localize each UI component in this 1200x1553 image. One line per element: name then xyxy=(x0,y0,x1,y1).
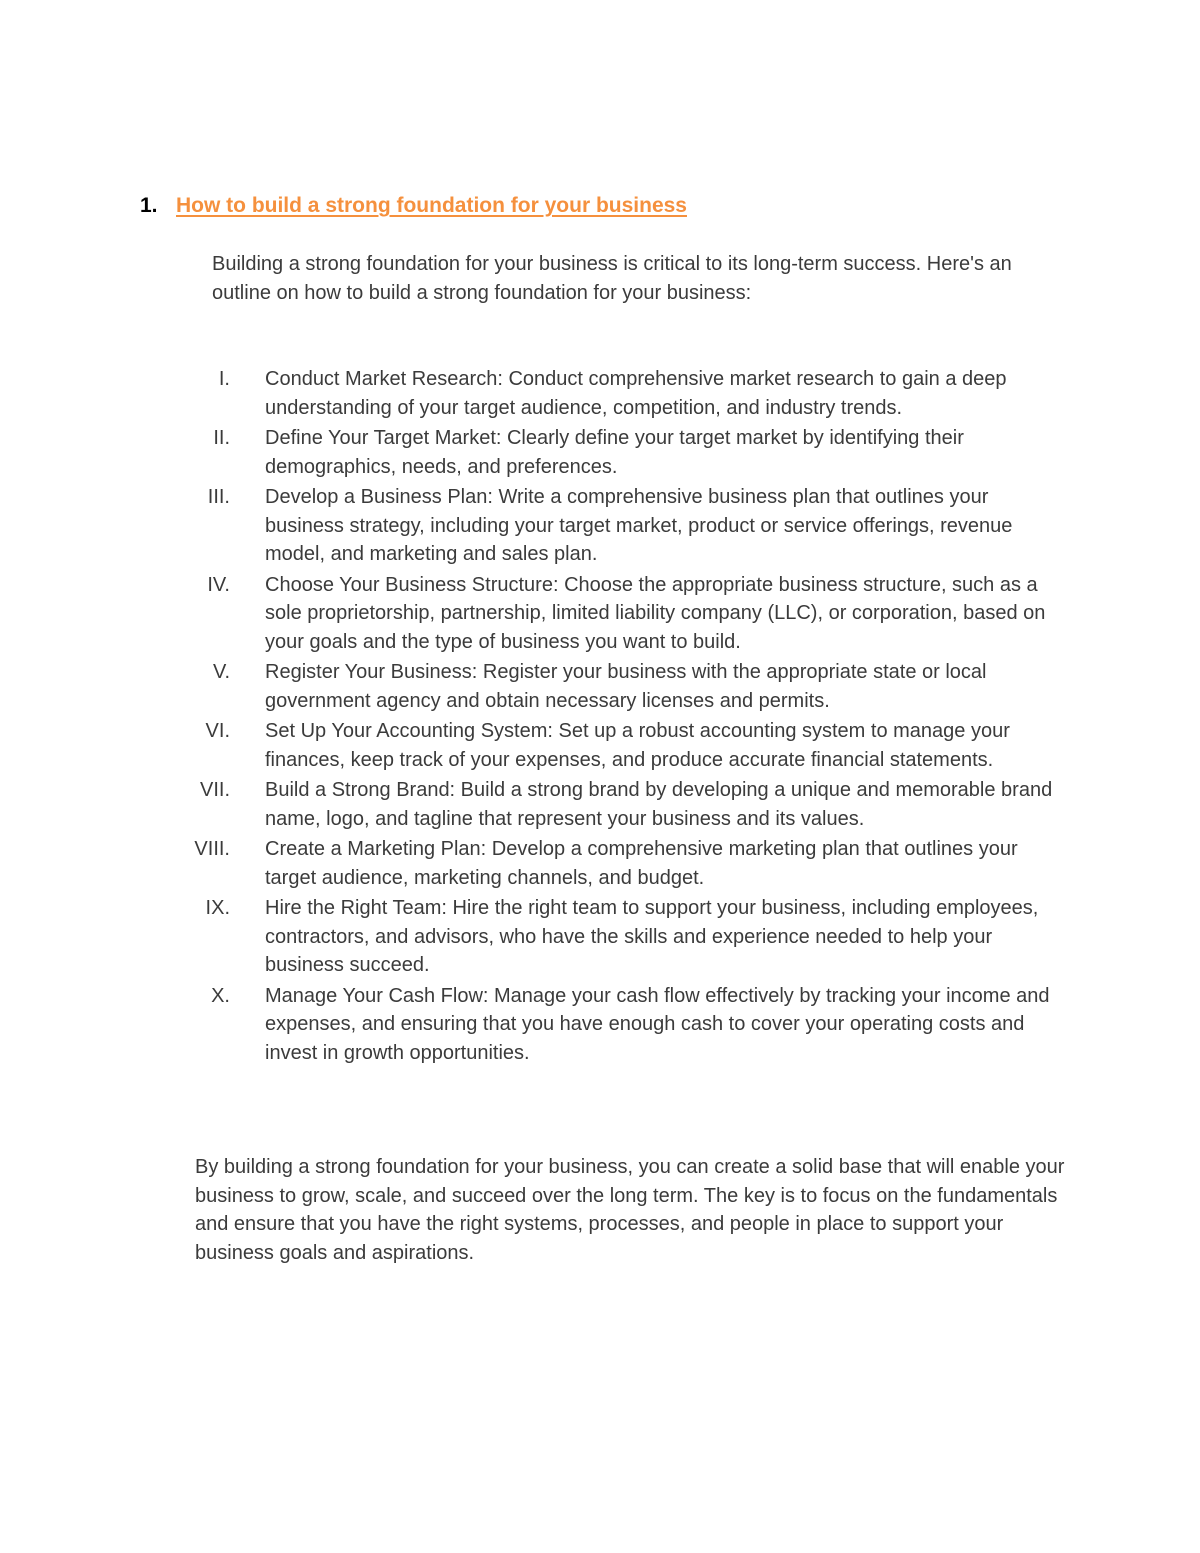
list-item-text: Choose Your Business Structure: Choose the appropriate business structure, such as a sole proprietorship, partnership, limited liability company (LLC), or corporation, based on your goals and the type of business you want to build. xyxy=(265,573,1046,653)
list-item-text: Create a Marketing Plan: Develop a comprehensive marketing plan that outlines your target audience, marketing channels, and budget. xyxy=(265,838,1018,889)
list-item xyxy=(160,658,1070,715)
list-item xyxy=(160,776,1070,833)
list-item xyxy=(160,894,1070,980)
heading-link[interactable]: How to build a strong foundation for your business xyxy=(176,194,687,217)
list-item-text: Define Your Target Market: Clearly define your target market by identifying their demographics, needs, and preferences. xyxy=(265,427,964,478)
list-numeral: X. xyxy=(211,984,230,1007)
list-item xyxy=(160,571,1070,657)
list-item xyxy=(160,424,1070,481)
list-item xyxy=(160,365,1070,422)
list-item-text: Conduct Market Research: Conduct comprehensive market research to gain a deep understanding of your target audience, competition, and industry trends. xyxy=(265,368,1007,419)
list-numeral: IX. xyxy=(205,897,230,919)
list-numeral: VII. xyxy=(199,779,230,801)
list-item-text: Develop a Business Plan: Write a comprehensive business plan that outlines your business strategy, including your target market, product or service offerings, revenue model, and marketing and sales plan. xyxy=(265,486,1013,565)
steps-list xyxy=(160,365,1070,1069)
list-numeral: I. xyxy=(218,368,230,390)
heading-number: 1. xyxy=(140,194,158,217)
conclusion-paragraph: By building a strong foundation for your business, you can create a solid base that will enable your business to grow, scale, and succeed over the long term. The key is to focus on the fundamentals and ensure that you have the right systems, processes, and people in place to support your business goals and aspirations. xyxy=(195,1156,1065,1264)
list-item-text: Register Your Business: Register your business with the appropriate state or local government agency and obtain necessary licenses and permits. xyxy=(265,661,987,712)
list-numeral: VI. xyxy=(205,720,230,742)
list-item-text: Build a Strong Brand: Build a strong brand by developing a unique and memorable brand name, logo, and tagline that represent your business and its values. xyxy=(265,779,1053,830)
list-item-text: Hire the Right Team: Hire the right team to support your business, including employees, contractors, and advisors, who have the skills and experience needed to help your business succeed. xyxy=(265,897,1039,976)
list-numeral: VIII. xyxy=(194,838,230,860)
section-heading xyxy=(140,192,687,220)
list-item-text: Set Up Your Accounting System: Set up a robust accounting system to manage your finances, keep track of your expenses, and produce accurate financial statements. xyxy=(265,720,1010,771)
list-item-text: Manage Your Cash Flow: Manage your cash flow effectively by tracking your income and expenses, and ensuring that you have enough cash to cover your operating costs and invest in growth opportunities. xyxy=(265,984,1050,1064)
list-item xyxy=(160,717,1070,774)
list-numeral: IV. xyxy=(207,573,230,596)
list-item xyxy=(160,982,1070,1068)
list-numeral: III. xyxy=(207,486,230,508)
list-item xyxy=(160,483,1070,569)
list-numeral: V. xyxy=(212,661,230,683)
list-numeral: II. xyxy=(213,427,230,449)
list-item xyxy=(160,835,1070,892)
intro-paragraph: Building a strong foundation for your business is critical to its long-term success. Here's an outline on how to build a strong foundation for your business: xyxy=(212,253,1012,304)
